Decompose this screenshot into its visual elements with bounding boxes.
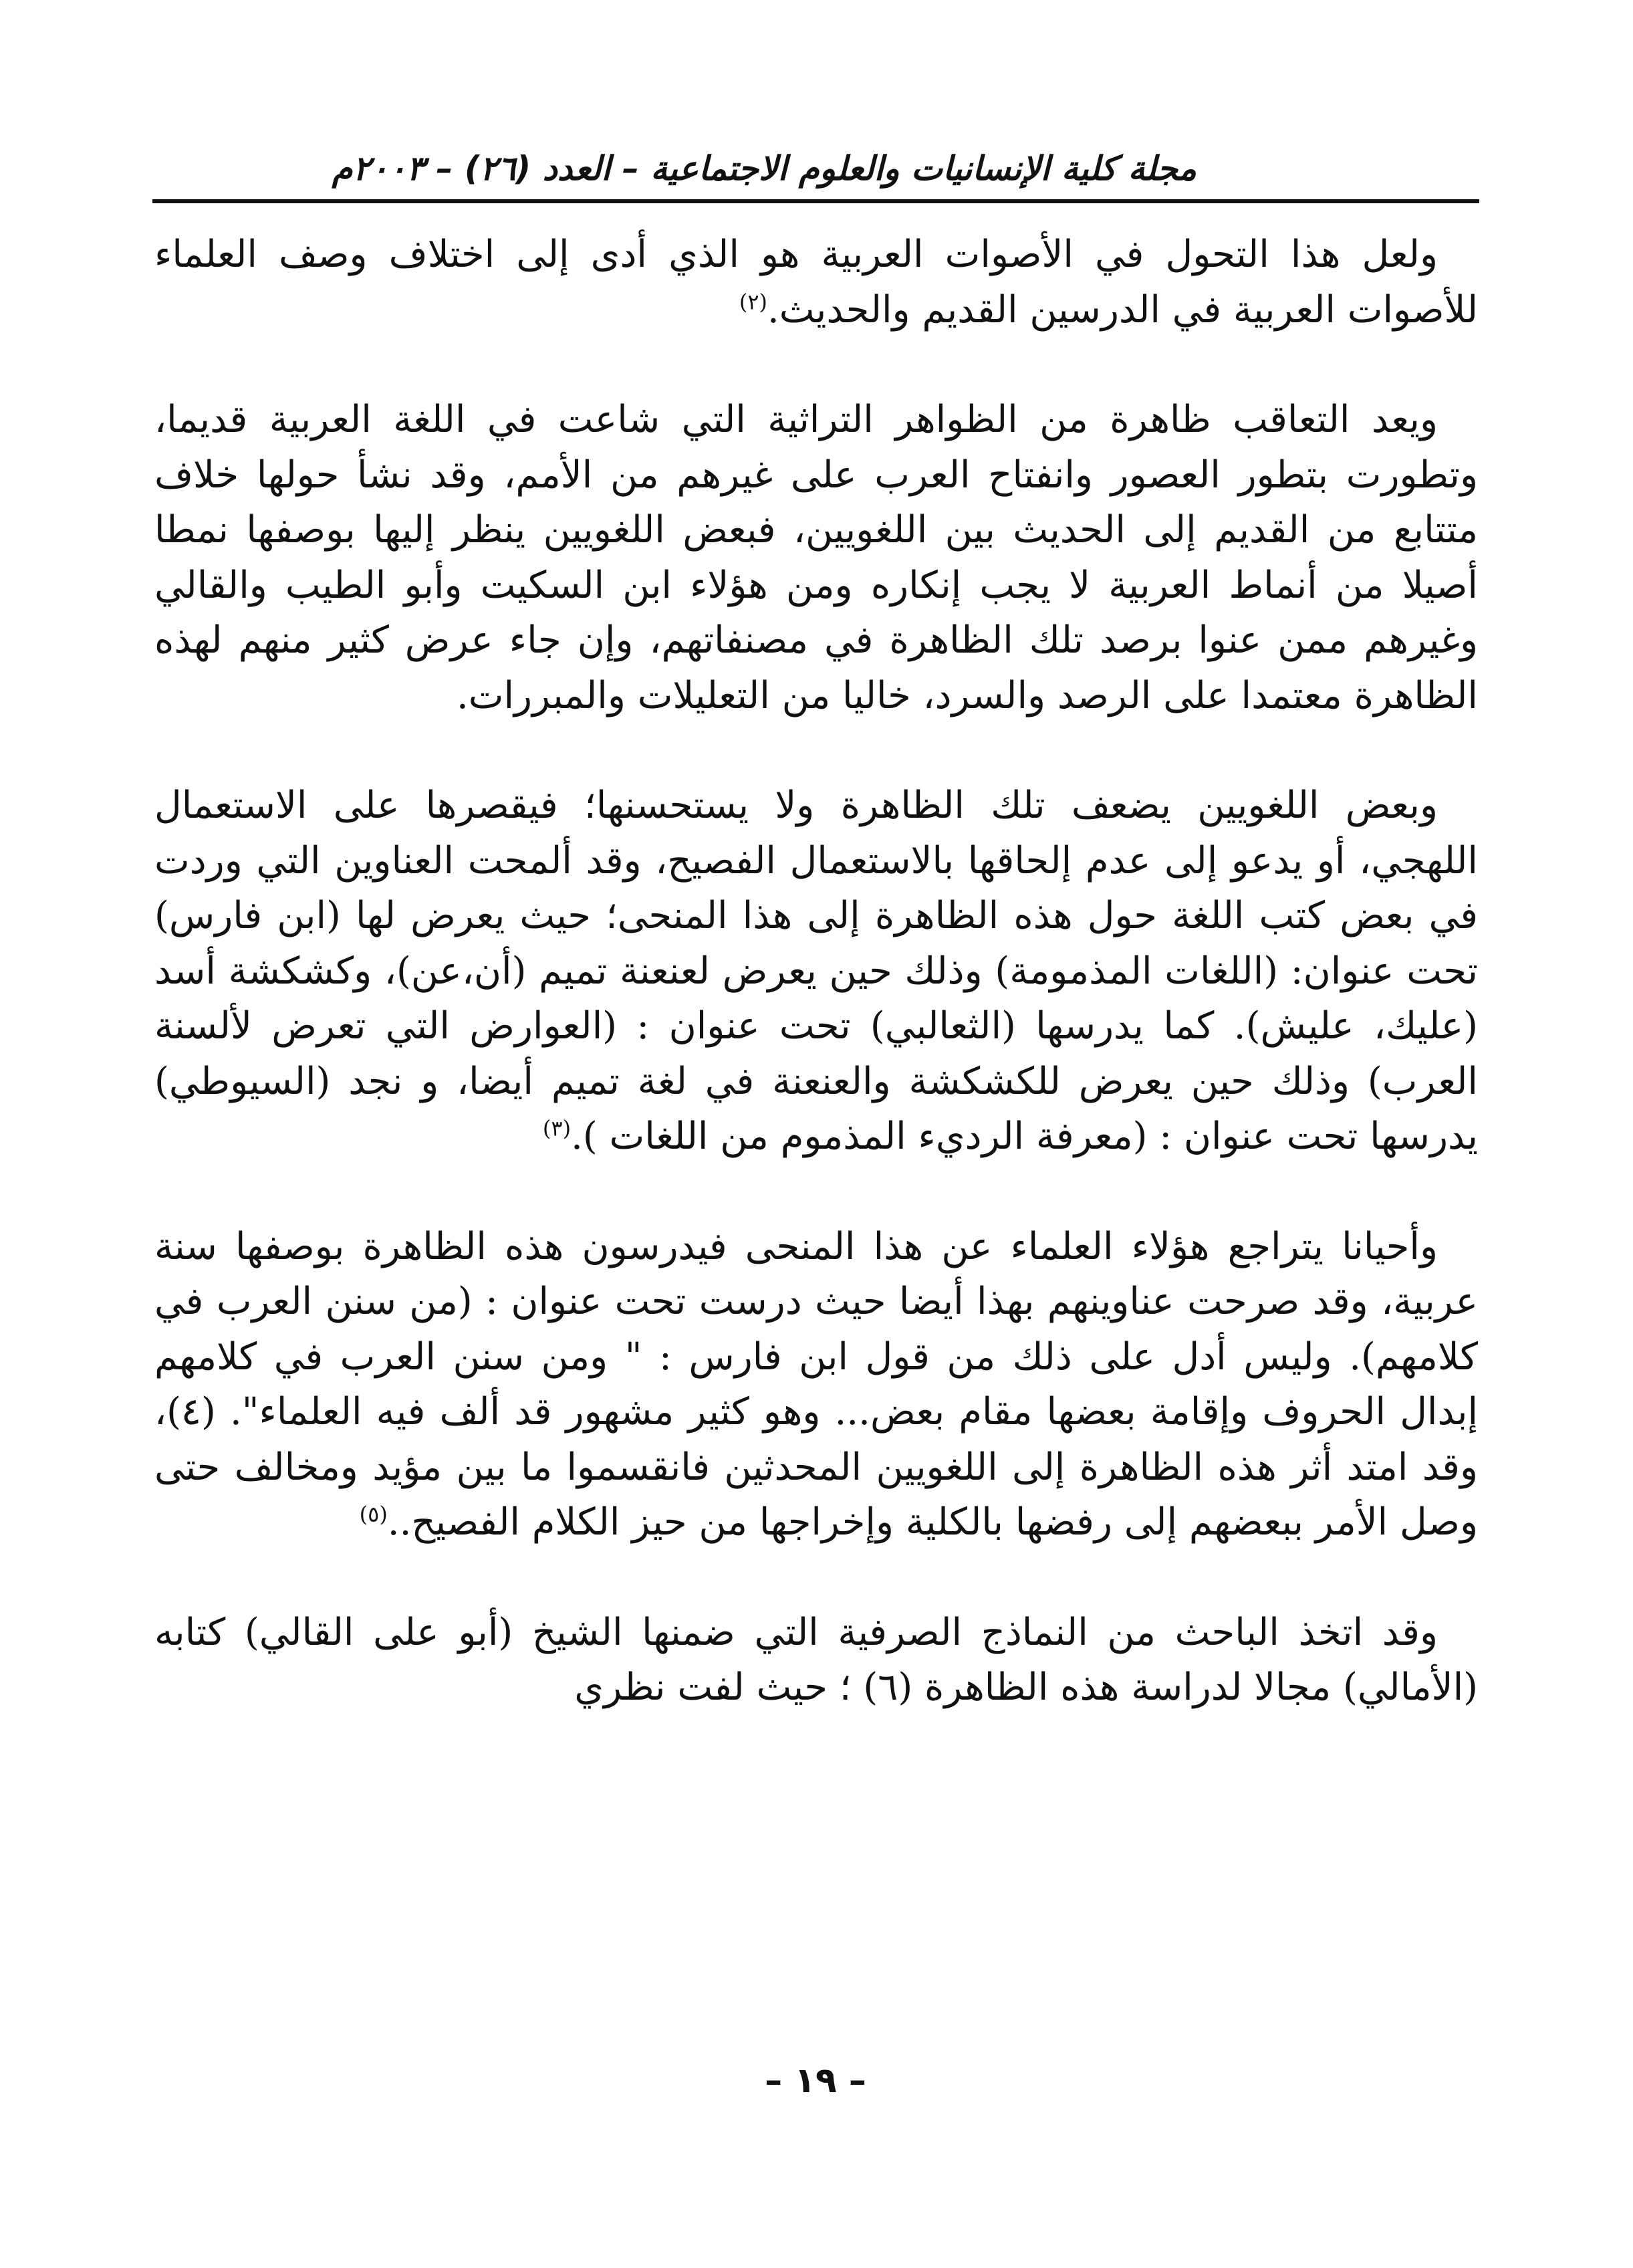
paragraph-text: ويعد التعاقب ظاهرة من الظواهر التراثية التي شاعت في اللغة العربية قديما، وتطورت بتطور العصور وانفتاح العرب على غيرهم من الأمم، وقد نشأ حولها خلاف متتابع من القديم إلى الحديث بين اللغويين، فبعض اللغويين ينظر إليها بوصفها نمطا أصيلا من أنماط العربية لا يجب إنكاره ومن هؤلاء ابن السكيت وأبو الطيب والقالي وغيرهم ممن عنوا برصد تلك الظاهرة في مصنفاتهم، وإن جاء عرض كثير منهم لهذه الظاهرة معتمدا على الرصد والسرد، خاليا من التعليلات والمبررات. — [154, 398, 1478, 717]
footnote-ref: (٣) — [542, 1115, 572, 1141]
journal-header — [150, 137, 1477, 201]
journal-title: مجلة كلية الإنسانيات والعلوم الاجتماعية – العدد (٢٦) – ٢٠٠٣م — [332, 149, 1197, 188]
paragraph-4 — [154, 1220, 1478, 1551]
paragraph-3 — [154, 778, 1478, 1165]
paragraph-text: ولعل هذا التحول في الأصوات العربية هو الذي أدى إلى اختلاف وصف العلماء للأصوات العربية في الدرسين القديم والحديث. — [154, 233, 1478, 332]
header-divider — [152, 199, 1479, 203]
paragraph-2 — [154, 392, 1478, 723]
paragraph-1 — [154, 227, 1478, 338]
paragraph-text: وبعض اللغويين يضعف تلك الظاهرة ولا يستحسنها؛ فيقصرها على الاستعمال اللهجي، أو يدعو إلى عدم إلحاقها بالاستعمال الفصيح، وقد ألمحت العناوين التي وردت في بعض كتب اللغة حول هذه الظاهرة إلى هذا المنحى؛ حيث يعرض لها (ابن فارس) تحت عنوان: (اللغات المذمومة) وذلك حين يعرض لعنعنة تميم (أن،عن)، وكشكشة أسد (عليك، عليش). كما يدرسها (الثعالبي) تحت عنوان : (العوارض التي تعرض لألسنة العرب) وذلك حين يعرض للكشكشة والعنعنة في لغة تميم أيضا، و نجد (السيوطي) يدرسها تحت عنوان : (معرفة الرديء المذموم من اللغات ). — [154, 784, 1478, 1158]
page-number: – ١٩ – — [765, 2061, 866, 2101]
footnote-ref: (٢) — [739, 288, 767, 314]
footnote-ref: (٥) — [359, 1501, 388, 1527]
paragraph-text: وقد اتخذ الباحث من النماذج الصرفية التي ضمنها الشيخ (أبو على القالي) كتابه (الأمالي) مجالا لدراسة هذه الظاهرة (٦) ؛ حيث لفت نظري — [154, 1610, 1478, 1709]
paragraph-5 — [154, 1605, 1478, 1716]
article-body — [154, 227, 1478, 1771]
paragraph-text: وأحيانا يتراجع هؤلاء العلماء عن هذا المنحى فيدرسون هذه الظاهرة بوصفها سنة عربية، وقد صرحت عناوينهم بهذا أيضا حيث درست تحت عنوان : (من سنن العرب في كلامهم). وليس أدل على ذلك من قول ابن فارس : " ومن سنن العرب في كلامهم إبدال الحروف وإقامة بعضها مقام بعض... وهو كثير مشهور قد ألف فيه العلماء". (٤)، وقد امتد أثر هذه الظاهرة إلى اللغويين المحدثين فانقسموا ما بين مؤيد ومخالف حتى وصل الأمر ببعضهم إلى رفضها بالكلية وإخراجها من حيز الكلام الفصيح.. — [154, 1224, 1478, 1544]
